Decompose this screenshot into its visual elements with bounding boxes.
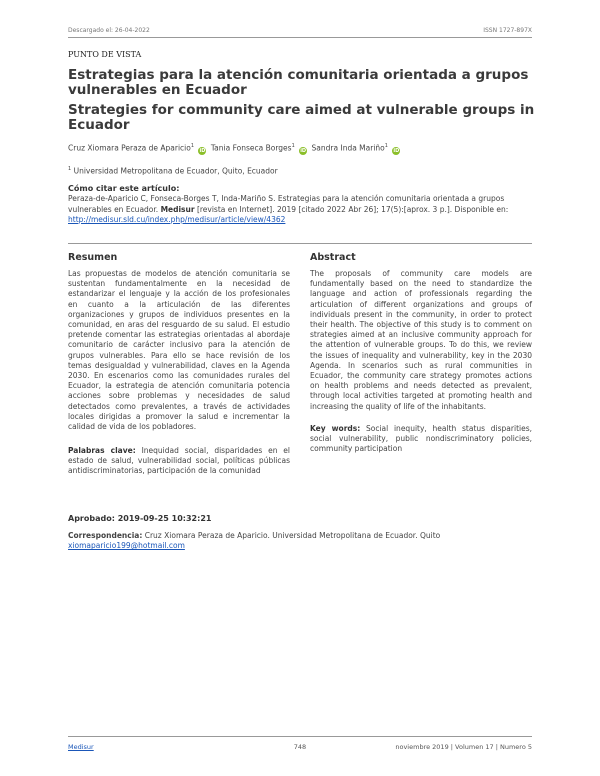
resumen-heading: Resumen (68, 252, 118, 263)
kw-label: Key words: (310, 424, 361, 433)
correspondence-text: Cruz Xiomara Peraza de Aparicio. Universidad Metropolitana de Ecuador. Quito (144, 531, 441, 540)
correspondence (68, 531, 532, 551)
cite-heading: Cómo citar este artículo: (68, 184, 180, 193)
email-link[interactable]: xiomaparicio199@hotmail.com (68, 541, 185, 551)
kw-label: Palabras clave: (68, 446, 136, 455)
kw-text: Inequidad social, disparidades en el estado de salud, vulnerabilidad social, políticas públicas antidiscriminatorias, participación de la comunidad (68, 446, 291, 476)
resumen-text: Las propuestas de modelos de atención comunitaria se sustentan fundamentalmente en la necesidad de estandarizar el lenguaje y la acción de los profesionales en cuanto a la articulación de las diferentes organizaciones y grupos de individuos presentes en la comunidad, en aras del resguardo de su salud. El estudio pretende comentar las estrategias orientadas al abordaje comunitario de carácter inclusivo para la atención de grupos vulnerables. Para ello se hace revisión de los temas desigualdad y vulnerabilidad, claves en la Agenda 2030. En escenarios como las comunidades rurales del Ecuador, la estrategia de atención comunitaria potencia acciones sobre problemas y necesidades de salud detectados como prevalentes, a través de actividades locales dirigidas a promover la salud e incrementar la calidad de vida de los pobladores. (68, 269, 290, 432)
section-rule (68, 243, 532, 244)
article-link[interactable]: http://medisur.sld.cu/index.php/medisur/article/view/4362 (68, 215, 286, 224)
affil-text: Universidad Metropolitana de Ecuador, Quito, Ecuador (73, 166, 278, 176)
cite-journal: Medisur (160, 204, 195, 214)
author-affil-mark: 1 (291, 143, 295, 149)
abstract-text: The proposals of community care models are fundamentally based on the need to standardize the language and action of professionals regarding the articulation of different organizations and groups of individuals present in the community, in order to protect their health. The objective of this study is to comment on strategies aimed at an inclusive community approach for the attention of vulnerable groups. To do this, we review the issues of inequality and vulnerability, key in the 2030 Agenda. In scenarios such as rural communities in Ecuador, the community care strategy promotes actions on health problems and needs detected as prevalent, through local activities targeted at promoting health and increasing the quality of life of the inhabitants. (310, 269, 532, 411)
section-label: PUNTO DE VISTA (68, 50, 142, 59)
title-english: Strategies for community care aimed at vulnerable groups in Ecuador (68, 102, 535, 133)
cite-text: Peraza-de-Aparicio C, Fonseca-Borges T, Inda-Mariño S. Estrategias para la atención comunitaria orientada a grupos vulnerables en Ecuador. (68, 194, 505, 214)
cite-available-label: Disponible en: (454, 204, 509, 214)
orcid-icon[interactable]: iD (393, 147, 400, 154)
header-rule (68, 37, 532, 38)
affiliation (68, 166, 278, 176)
page-number: 748 (293, 743, 307, 751)
author-affil-mark: 1 (190, 143, 195, 149)
correspondence-label: Correspondencia: (68, 531, 143, 540)
author-affil-mark: 1 (384, 143, 388, 149)
top-header (68, 27, 532, 34)
author-name: Cruz Xiomara Peraza de Aparicio (68, 143, 191, 153)
download-date: Descargado el: 26-04-2022 (68, 27, 150, 34)
author-list (68, 143, 402, 155)
abstract-heading: Abstract (310, 252, 356, 263)
issue-info: noviembre 2019 | Volumen 17 | Numero 5 (395, 743, 532, 751)
approved-date: Aprobado: 2019-09-25 10:32:21 (68, 514, 212, 523)
palabras-clave (68, 446, 290, 477)
affil-number: 1 (68, 166, 72, 172)
issn: ISSN 1727-897X (483, 27, 532, 34)
key-words (310, 424, 532, 455)
orcid-icon[interactable]: iD (300, 147, 307, 154)
author-name: Sandra Inda Mariño (311, 143, 385, 153)
cite-body (68, 194, 534, 226)
kw-text: Social inequity, health status disparities, social vulnerability, public nondiscriminatory policies, community participation (310, 424, 533, 454)
title-spanish: Estrategias para la atención comunitaria orientada a grupos vulnerables en Ecuador (68, 67, 529, 98)
cite-text-after: [revista en Internet]. 2019 [citado 2022 Abr 26]; 17(5):[aprox. 3 p.]. (196, 204, 453, 214)
journal-link[interactable]: Medisur (68, 743, 94, 751)
author-name: Tania Fonseca Borges (210, 143, 292, 153)
footer-rule (68, 736, 532, 737)
orcid-icon[interactable]: iD (199, 147, 206, 154)
